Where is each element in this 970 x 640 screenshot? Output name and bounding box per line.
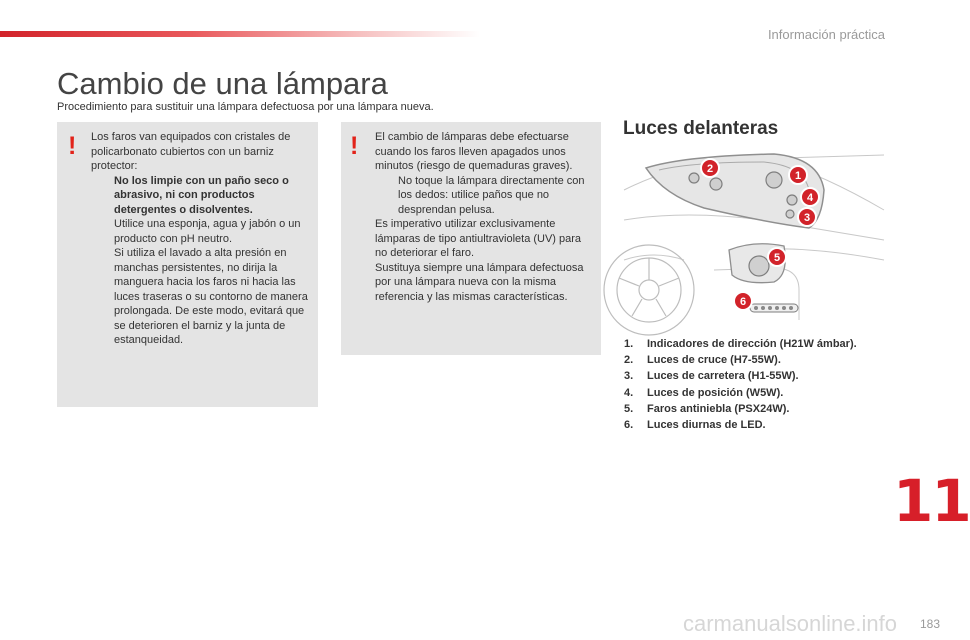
watermark: carmanualsonline.info xyxy=(683,611,898,636)
list-item xyxy=(624,417,857,433)
page-title: Cambio de una lámpara xyxy=(57,66,388,101)
list-item-number: 3. xyxy=(624,370,634,383)
list-item-label: Luces de carretera (H1-55W). xyxy=(647,370,799,383)
warning-content xyxy=(375,130,595,304)
list-item-number: 4. xyxy=(624,386,634,399)
bullet-text: Utilice una esponja, agua y jabón o un producto con pH neutro. xyxy=(114,218,301,245)
chapter-number: 11 xyxy=(893,467,970,535)
bullet-text: No toque la lámpara directamente con los dedos: utilice paños que no desprendan pelusa. xyxy=(398,174,585,216)
list-item-label: Luces de posición (W5W). xyxy=(647,386,784,399)
warning-paragraph: Es imperativo utilizar exclusivamente lámparas de tipo antiultravioleta (UV) para no deteriorar el faro. xyxy=(375,218,582,259)
list-item-number: 1. xyxy=(624,338,634,350)
warning-paragraph: Sustituya siempre una lámpara defectuosa por una lámpara nueva con la misma referencia y las mismas características. xyxy=(375,261,584,303)
headlamp-illustration xyxy=(624,150,884,325)
marker-2 xyxy=(701,159,719,177)
list-item xyxy=(624,336,857,352)
front-lights-legend xyxy=(624,336,857,433)
section-header: Información práctica xyxy=(767,27,885,42)
warning-content xyxy=(91,130,312,348)
list-item-label: Faros antiniebla (PSX24W). xyxy=(647,402,790,415)
warning-bullet xyxy=(375,174,595,218)
marker-5 xyxy=(768,248,786,266)
list-item-label: Luces de cruce (H7-55W). xyxy=(647,354,781,367)
front-lights-title: Luces delanteras xyxy=(623,118,779,139)
warning-bullet xyxy=(91,174,312,218)
page-subtitle: Procedimiento para sustituir una lámpara defectuosa por una lámpara nueva. xyxy=(57,101,434,113)
list-item xyxy=(624,368,857,384)
svg-text:6: 6 xyxy=(739,296,747,308)
bullet-text: Si utiliza el lavado a alta presión en manchas persistentes, no dirija la manguera hacia los faros ni hacia las luces traseras o su contorno de manera prolongada. De este modo, evitará que se deterioren el barniz y la junta de estanqueidad. xyxy=(114,247,308,346)
page-number: 183 xyxy=(919,617,940,631)
warning-bullet xyxy=(91,217,312,246)
svg-text:1: 1 xyxy=(794,170,802,182)
marker-4 xyxy=(801,188,819,206)
svg-text:3: 3 xyxy=(803,212,811,224)
list-item-number: 2. xyxy=(624,354,634,367)
list-item-number: 5. xyxy=(624,402,634,415)
warning-bullet xyxy=(91,246,312,348)
svg-text:4: 4 xyxy=(806,192,814,204)
marker-1 xyxy=(789,166,807,184)
warning-icon: ! xyxy=(68,132,77,160)
svg-text:2: 2 xyxy=(706,163,714,175)
list-item-label: Indicadores de dirección (H21W ámbar). xyxy=(647,338,857,350)
bullet-text: No los limpie con un paño seco o abrasivo, ni con productos detergentes o disolventes. xyxy=(114,174,289,216)
list-item xyxy=(624,385,857,401)
marker-6 xyxy=(734,292,752,310)
list-item xyxy=(624,352,857,368)
warning-intro: Los faros van equipados con cristales de policarbonato cubiertos con un barniz protector: xyxy=(91,131,291,172)
list-item-number: 6. xyxy=(624,419,634,432)
warning-icon: ! xyxy=(350,132,359,160)
list-item xyxy=(624,401,857,417)
marker-3 xyxy=(798,208,816,226)
svg-text:5: 5 xyxy=(773,252,781,264)
warning-intro: El cambio de lámparas debe efectuarse cuando los faros lleven apagados unos minutos (riesgo de quemaduras graves). xyxy=(375,131,573,172)
warning-box-varnish xyxy=(57,122,318,407)
top-accent-bar xyxy=(0,31,480,37)
warning-box-burns xyxy=(341,122,601,355)
list-item-label: Luces diurnas de LED. xyxy=(647,419,766,432)
